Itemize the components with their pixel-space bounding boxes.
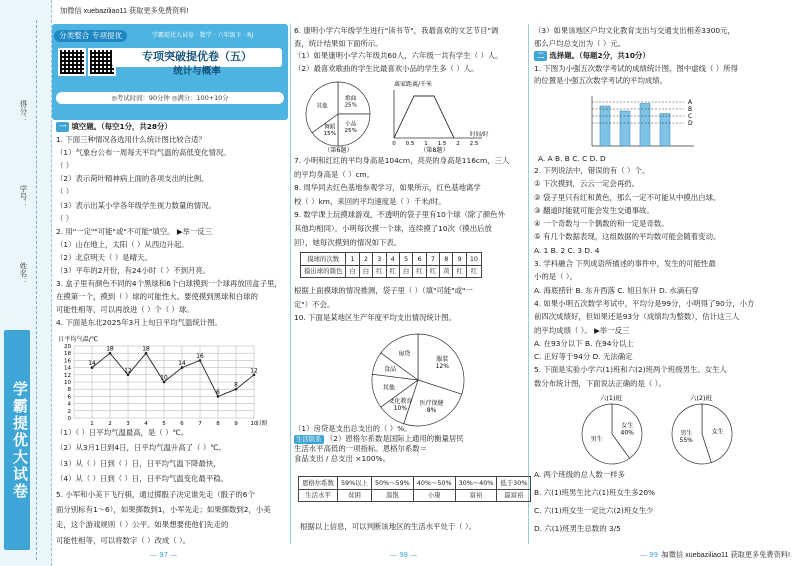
col2b-line: 其他均相同）。小明每次摸一个球，连续摸了10次（摸出后放 [294, 223, 492, 233]
dist-xtick: 1.5 [437, 141, 447, 147]
col1-line: （2）北京明天（ ）是晴天。 [56, 252, 152, 262]
temp-data-label: 12 [250, 368, 258, 375]
page-number-98: — 98 — [390, 551, 418, 559]
col2-lines [294, 26, 526, 76]
col3b-lines [534, 166, 796, 392]
temp-data-label: 18 [142, 346, 150, 353]
page-number-99: — 99 — [640, 551, 668, 559]
temp-xtick: 7 [198, 421, 202, 426]
pie-slice-label: 女生 [621, 422, 634, 430]
watermark-top: 加微信 xuebaziliao11 获取更多免费资料! [60, 6, 189, 15]
temp-xtick: 10 [250, 421, 258, 426]
temp-data-label: 14 [178, 361, 186, 368]
page-subtitle: 统计与概率 [173, 66, 221, 77]
cut-line [36, 20, 37, 560]
table-cell: 2 [359, 253, 372, 266]
col1-line: 2. 用"一定""可能"或"不可能"填空。 ▶举一反三 [56, 226, 213, 236]
col1-line: （ ） [56, 213, 74, 223]
choice-letter: B [688, 106, 693, 113]
col2b-line: 8. 周华同去红色基地参观学习，如果所示，红色基地离学 [294, 183, 481, 193]
temp-xtick: 2 [108, 421, 112, 426]
column-3c [534, 470, 796, 542]
col1b-line: （2）从3月1日到4日，日平均气温升高了（ ）℃。 [56, 443, 226, 453]
table-cell: 白 [399, 265, 412, 278]
col3b-line: A. 在93分以下 B. 在94分以上 [534, 338, 634, 348]
q10-2-text: （2）恩格尔系数是国际上通用的衡量居民 [325, 433, 464, 443]
temp-data-label: 18 [106, 346, 114, 353]
table-cell: 8 [440, 253, 453, 266]
column-2 [294, 26, 526, 76]
col3b-line: ⑤ 有几个数据表现，这组数据的平均数可能会随着变动。 [534, 232, 721, 242]
strip-score: 得分： [18, 100, 28, 123]
temp-data-label: 12 [124, 368, 132, 375]
dist-xlabel: 时间/时 [470, 132, 489, 138]
table-cell: 富裕 [455, 489, 497, 502]
table-cell: 红 [373, 265, 386, 278]
col3-lines [534, 26, 796, 89]
table-cell: 3 [373, 253, 386, 266]
qr-code-1[interactable] [58, 48, 86, 76]
pie-chart-q10 [350, 330, 480, 430]
pie-slice-label: 歌曲 [345, 95, 357, 102]
col1b-line: 走，这个游戏规则（ ）公平。如果想要使他们先走的 [56, 520, 229, 530]
header-tag: 分类整合 专项提优 [54, 30, 127, 42]
table-cell: 红 [386, 265, 399, 278]
engel-table-header [299, 477, 531, 490]
temp-data-label: 10 [160, 375, 168, 382]
pie-slice-label: 医疗保健 [419, 400, 444, 408]
table-cell: 红 [426, 265, 439, 278]
col3c-line: D. 六(1)班男生总数的 3/5 [534, 524, 621, 533]
column-2b [294, 156, 526, 251]
temp-data-label: 14 [88, 361, 96, 368]
col1-line: 4. 下面是东北2025年3月上旬日平均气温统计图。 [56, 318, 222, 328]
temp-ytick: 20 [64, 344, 71, 350]
col1-line: （ ） [56, 187, 74, 197]
temp-xtick: 6 [180, 421, 184, 426]
column-divider [290, 24, 291, 544]
strip-number: 学号： [18, 185, 28, 208]
table-cell: 6 [413, 253, 426, 266]
table-cell: 5 [399, 253, 412, 266]
temp-xlabel: 日期 [256, 421, 268, 426]
table-cell: 1 [346, 253, 359, 266]
pie-slice-label: 其他 [316, 103, 328, 110]
pie-left-title: 六(1)班 [600, 394, 622, 402]
temp-xtick: 1 [90, 421, 94, 426]
col2b-lines [294, 156, 526, 251]
table-cell: 红 [413, 265, 426, 278]
bar [640, 104, 650, 147]
table-cell: 小康 [413, 489, 455, 502]
q10-3: 生活水平高低的一项指标。恩格尔系数＝ [294, 443, 428, 453]
table-row-header: 恩格尔系数 [299, 477, 338, 490]
col2c-line: 定"）不会。 [294, 299, 335, 309]
section-heading: 选择题。（每题2分，共10分） [549, 51, 650, 61]
col3b-line: 的平均成绩（ ）。 ▶举一反三 [534, 325, 630, 335]
col3b-line: ③ 翻道时能就可能会发生交通事故。 [534, 205, 654, 215]
engel-table-row [299, 489, 531, 502]
col1b-lines [56, 428, 286, 551]
strip-name: 姓名： [18, 262, 28, 285]
section-tag: 二 [534, 51, 547, 61]
col3b-line: ① 下次摸到，云云一定会再扔。 [534, 179, 640, 189]
table-row-header: 摸球的次数 [301, 253, 346, 266]
temp-xtick: 9 [234, 421, 238, 426]
table-cell: 温饱 [371, 489, 413, 502]
temp-ytick: 4 [67, 401, 71, 408]
col2b-line: 的平均身高是（ ）cm。 [294, 169, 375, 179]
col3c-line: C. 六(1)班女生一定比六(2)班女生少 [534, 506, 654, 515]
column-1 [56, 122, 286, 332]
table-cell: 40%～50% [413, 477, 455, 490]
col1-line: （ ） [56, 161, 74, 171]
temp-ytick: 12 [64, 372, 71, 379]
pie-slice-label: 40% [620, 429, 634, 437]
pie-chart-q6 [302, 78, 374, 154]
temp-ytick: 14 [64, 365, 71, 372]
section-heading: 填空题。（每空1分，共28分） [71, 122, 172, 131]
col1b-line: 面分别标有1～6），如果掷数到1，小军先走；如果掷数到2，小美 [56, 504, 271, 514]
col3c-line: A. 两个班级的总人数一样多 [534, 470, 625, 479]
pie-slice-label: 食品 [384, 365, 397, 373]
table-cell: 9 [453, 253, 466, 266]
col1-line: （1）气象台公布一周每天平均气温的高低变化情况。 [56, 148, 231, 158]
engel-table [298, 476, 531, 502]
q10-4: 食品支出 / 总支出 ×100%。 [294, 453, 390, 463]
temp-ytick: 0 [67, 416, 71, 422]
choice-1-options: A. A B. B C. C D. D [538, 154, 606, 163]
temp-ytick: 8 [67, 387, 71, 394]
col3b-line: C. 正好等于94分 D. 无法确定 [534, 352, 633, 362]
dist-caption: （第8题） [420, 147, 449, 154]
table-cell: 黄 [440, 265, 453, 278]
col2b-line: 回），她每次摸到的情况如下表。 [294, 237, 402, 247]
col3b-line: 数分布统计图，下面说法正确的是（ ）。 [534, 378, 666, 388]
column-3 [534, 26, 796, 89]
col3b-line: 3. 学科融合 下列成语所描述的事件中，发生的可能性最 [534, 259, 716, 269]
section-tag: 一 [56, 122, 69, 132]
col3-line: （3）如果该地区户均文化教育支出与交通支出相差3300元， [534, 26, 735, 35]
col1-lines [56, 122, 286, 332]
table-cell: 红 [453, 265, 466, 278]
watermark-bottom: 加微信 xuebaziliao11 获取更多免费资料! [661, 550, 790, 560]
temp-ytick: 10 [64, 380, 71, 386]
pie-q6-caption: （第6题） [324, 147, 353, 154]
table-cell: 低于30% [497, 477, 531, 490]
column-2d [294, 424, 526, 464]
temp-xtick: 3 [126, 421, 130, 426]
book-title: 学霸提优大试卷 · 数学 · 六年级下 · RJ [152, 32, 254, 39]
table-cell: 贫困 [337, 489, 371, 502]
col3-line [534, 51, 796, 64]
pie-slice-label: 文化教育 [388, 397, 413, 405]
col1-line: （3）表示出某小学各年级学生视力数量的情况。 [56, 200, 216, 210]
pie-slice-label: 男生 [590, 435, 603, 443]
dist-ylabel: 离家距离/千米 [394, 81, 433, 88]
col3b-line: 2. 下列说法中，错误的有（ ）个。 [534, 166, 650, 175]
pie-slice-label: 25% [344, 127, 357, 134]
col3b-line: ④ 一个奇数与一个偶数的和一定是奇数。 [534, 219, 669, 229]
bar [600, 106, 610, 146]
temp-xtick: 5 [162, 421, 166, 426]
exam-meta: ◎考试时间：90分钟 ◎满分：100+10分 [56, 92, 284, 104]
choice-letter: A [688, 99, 693, 106]
dist-xtick: 2.5 [469, 141, 479, 147]
temp-data-label: 6 [216, 389, 220, 396]
col3b-line: A. 1 B. 2 C. 3 D. 4 [534, 245, 600, 255]
col1b-line: 可能性相等，可以将数字（ ）改成（ ）。 [56, 535, 191, 545]
col2b-line: 校（ ）km，来回的平均速度是（ ）千米/时。 [294, 196, 446, 206]
dist-xtick: 1 [424, 141, 428, 147]
dist-xtick: 2 [456, 141, 460, 147]
pie-slice-label: 55% [679, 437, 693, 445]
pie-slice-label: 10% [393, 404, 408, 412]
col2-line: （1）如果康明小学六年级共60人，六年级一共有学生（ ）人。 [294, 51, 503, 60]
page-title: 专项突破提优卷（五） [112, 48, 282, 67]
column-divider [528, 24, 529, 544]
distance-chart-q8 [380, 78, 490, 154]
table-cell: 10 [466, 253, 481, 266]
table-cell: 最富裕 [497, 489, 531, 502]
pie-right-title: 六(2)班 [690, 394, 712, 402]
col1b-line: （4）从（ ）日到（ ）日，日平均气温变化最平稳。 [56, 474, 228, 484]
temp-data-label: 8 [234, 382, 238, 389]
temp-ytick: 16 [64, 358, 71, 365]
pie-slice-label: 其他 [382, 384, 395, 392]
col2b-line: 7. 小明和红红的平均身高是104cm，亮亮的身高是116cm，三人 [294, 156, 510, 165]
q10-2 [294, 434, 526, 444]
col3c-line: B. 六(1)班男生比六(1)班女生多20% [534, 488, 656, 497]
col1-line: （2）表示荷叶精神病上面的各项支出的比例。 [56, 174, 209, 184]
temp-data-label: 16 [196, 353, 204, 360]
col3b-line: 4. 如果小明五次数学考试中，平均分是99分，小明得了90分，小方 [534, 298, 755, 308]
column-3b [534, 166, 796, 392]
table-cell: 红 [466, 265, 481, 278]
col3-line: 的位置是小强五次数学考试的平均成绩。 [534, 76, 668, 86]
table-row-header: 生活水平 [299, 489, 338, 502]
choice-letter: C [688, 113, 693, 120]
pie-slice-label: 12% [435, 362, 449, 370]
col3b-line: 小的是（ ）。 [534, 272, 577, 282]
col3b-line: 前四次成绩好，但如果还是93分（成绩均为整数），估计这三人 [534, 312, 740, 322]
bar [660, 114, 670, 147]
col2-line: （2）最喜欢歌曲的学生比最喜欢小品的学生多（ ）人。 [294, 63, 479, 73]
col3b-line: 5. 下面是实验小学六(1)班和六(2)班两个班级男生、女生人 [534, 365, 727, 375]
col2c-line: 10. 下面是某地区生产年度平均支出情况统计图。 [294, 313, 456, 322]
engel-tag: 生活联系 [296, 434, 322, 443]
col1b-line: （3）从（ ）日到（ ）日，日平均气温下降最快， [56, 458, 221, 468]
pie-slice-label: 女生 [711, 428, 724, 436]
col1-line [56, 122, 286, 135]
col2-line: 查，统计结果如下面所示。 [294, 38, 383, 48]
choice-letter: D [688, 120, 693, 127]
table-cell: 4 [386, 253, 399, 266]
col1-line: 3. 盒子里有颜色不同的4个黑球和6个白球摸到一个球再放回盒子里， [56, 279, 282, 289]
pie-slice-label: 服装 [436, 355, 449, 363]
col1b-line: 5. 小军和小美下飞行棋，通过掷骰子决定谁先走（骰子的6个 [56, 489, 255, 499]
pie-slice-label: 男生 [680, 430, 693, 438]
ball-table-row [301, 265, 482, 278]
dist-xtick: 0 [392, 141, 396, 147]
col3c-lines [534, 470, 796, 542]
temp-ytick: 6 [67, 394, 71, 401]
col1b-line: （1）（ ）日平均气温最高，是（ ）℃。 [56, 428, 189, 437]
table-cell: 白 [346, 265, 359, 278]
col1-line: 1. 下面三种情况各选用什么统计图比较合适？ [56, 135, 206, 145]
pie-slice-label: 15% [323, 131, 337, 138]
column-2c [294, 286, 526, 327]
q10-3-question: 根据以上信息，可以判断该地区的生活水平处于（ ）。 [300, 522, 477, 531]
table-cell: 50%～59% [371, 477, 413, 490]
col2c-line: 根据上面摸球的情况推测，袋子里（ ）（填"可能"或"一 [294, 286, 473, 295]
brand-logo: 学霸提优大试卷 [4, 330, 30, 550]
col3-line: 1. 下图为小强五次数学考试的成绩统计图，图中虚线（ ）所得 [534, 63, 738, 73]
col3b-line: A. 海底捞针 B. 东升西落 C. 旭日东升 D. 水滴石穿 [534, 285, 699, 295]
col2b-line: 9. 数学课上玩摸球游戏，不透明的袋子里有10个球（除了颜色外 [294, 210, 505, 220]
table-cell: 7 [426, 253, 439, 266]
score-bar-chart [584, 92, 704, 150]
temp-ytick: 2 [67, 408, 71, 415]
dist-line [394, 96, 454, 138]
table-row-header: 摸出球的颜色 [301, 265, 346, 278]
ball-table-header [301, 253, 482, 266]
ball-table [300, 252, 482, 278]
q10-1: （1）房贷是支出总支出的（ ）%。 [294, 424, 412, 433]
page-number-97: — 97 — [150, 551, 178, 559]
col1-line: 可能性相等，可以再放进（ ）个（ ）球。 [56, 305, 194, 315]
col1-line: （1）山在地上，太阳（ ）从西边升起。 [56, 239, 189, 249]
dist-xtick: 0.5 [405, 141, 415, 147]
class-pies [580, 392, 750, 470]
pie-slice-label: 舞蹈 [324, 124, 336, 131]
pie-slice-label: 小品 [345, 121, 357, 128]
col3b-line: ② 袋子里只有红和黄色，那么一定不可能从中摸出白球。 [534, 192, 721, 202]
col2-line: 6. 康明小学六年级学生进行"读书节"，我最喜欢的文艺节目"调 [294, 26, 499, 35]
col2c-lines [294, 286, 526, 327]
pie-slice-label: 8% [426, 407, 437, 415]
table-cell: 59%以上 [337, 477, 371, 490]
col1-line: 在摸第一个，摸到（ ）球的可能性大。要使摸到黑球和白球的 [56, 292, 258, 302]
col3-line: 那么户均总支出为（ ）元。 [534, 38, 626, 48]
column-1b [56, 428, 286, 551]
temp-line-chart [56, 334, 282, 426]
table-cell: 白 [359, 265, 372, 278]
temp-chart-title: 日平均气温/℃ [58, 336, 98, 343]
temp-xtick: 4 [144, 421, 148, 426]
temp-xtick: 8 [216, 421, 220, 426]
table-cell: 30%～40% [455, 477, 497, 490]
temp-ytick: 18 [64, 351, 71, 358]
pie-slice-label: 25% [344, 102, 357, 109]
pie-slice-label: 房贷 [398, 350, 411, 358]
col1-line: （3）平年的2月份，有24小时（ ）不到月亮。 [56, 266, 211, 276]
